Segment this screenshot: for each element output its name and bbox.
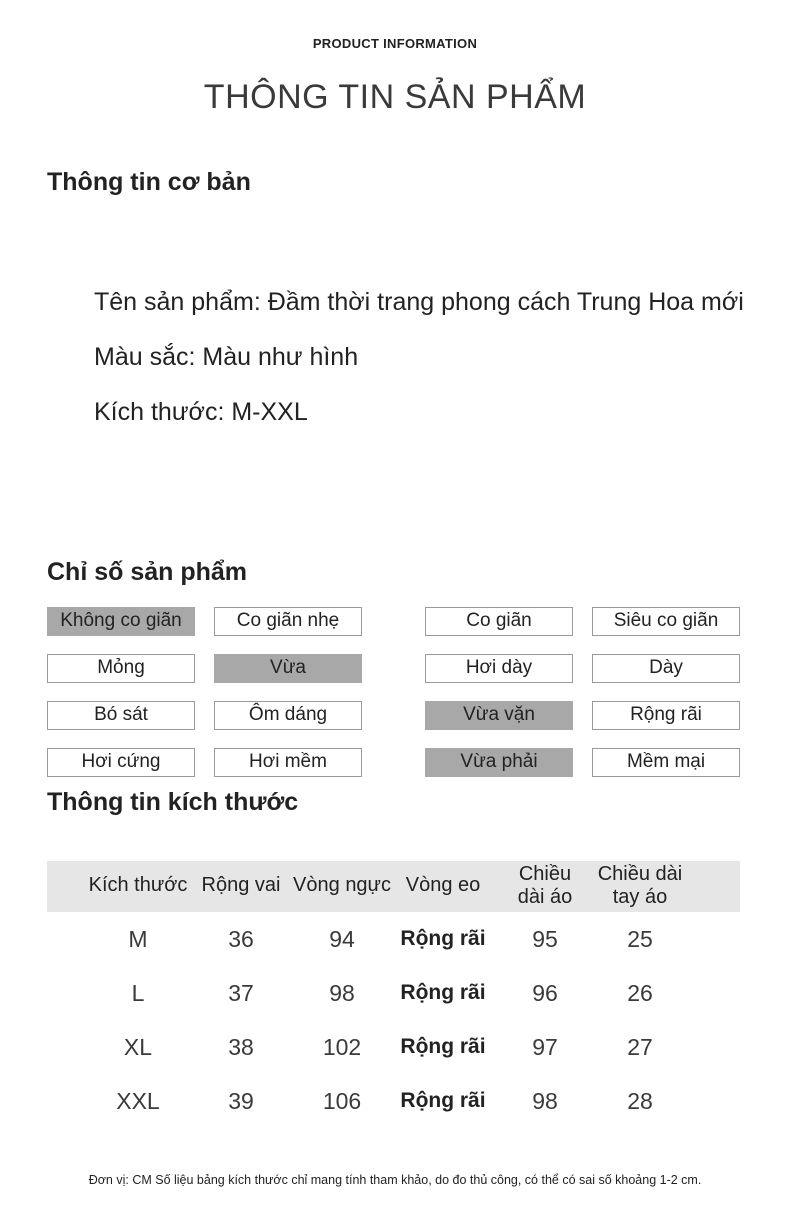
size-col-header-3: Vòng eo [405,874,481,896]
index-chip-r0-c1: Co giãn nhẹ [214,607,362,636]
index-chip-r0-c3: Siêu co giãn [592,607,740,636]
size-col-header-0: Kích thước [88,874,188,896]
size-cell-r0-c4: 95 [532,926,558,952]
index-chip-r2-c0: Bó sát [47,701,195,730]
eyebrow-text: PRODUCT INFORMATION [312,36,478,51]
index-chip-r1-c1: Vừa [214,654,362,683]
size-cell-r0-c5: 25 [627,926,653,952]
size-cell-r3-c2: 106 [322,1088,362,1114]
index-chip-r2-c3: Rộng rãi [592,701,740,730]
size-cell-r0-c2: 94 [329,926,355,952]
index-chip-r3-c2: Vừa phải [425,748,573,777]
footnote: Đơn vị: CM Số liệu bảng kích thước chỉ mang tính tham khảo, do đo thủ công, có thể có sai số khoảng 1-2 cm. [88,1173,702,1187]
index-chip-r1-c3: Dày [592,654,740,683]
basic-info-heading: Thông tin cơ bản [47,168,251,196]
index-chip-r1-c0: Mỏng [47,654,195,683]
size-cell-r0-c1: 36 [228,926,254,952]
size-cell-r3-c4: 98 [532,1088,558,1114]
size-info-heading: Thông tin kích thước [47,788,299,816]
size-cell-r2-c5: 27 [627,1034,653,1060]
product-name-line: Tên sản phẩm: Đầm thời trang phong cách Trung Hoa mới [94,288,744,316]
size-cell-r3-c0: XXL [116,1088,160,1114]
size-cell-r0-c0: M [128,926,148,952]
size-cell-r1-c1: 37 [228,980,254,1006]
index-chip-r3-c1: Hơi mềm [214,748,362,777]
size-cell-r2-c0: XL [123,1034,153,1060]
size-col-header-5: Chiều dài tay áo [597,863,683,908]
size-cell-r3-c3: Rộng rãi [400,1089,486,1112]
size-col-header-2: Vòng ngực [293,874,391,896]
size-cell-r3-c1: 39 [228,1088,254,1114]
index-chip-r0-c0: Không co giãn [47,607,195,636]
product-index-heading: Chỉ số sản phẩm [47,558,248,586]
size-cell-r1-c4: 96 [532,980,558,1006]
index-chip-r2-c1: Ôm dáng [214,701,362,730]
size-table-header [47,861,740,912]
index-chip-r2-c2: Vừa vặn [425,701,573,730]
page-title: THÔNG TIN SẢN PHẨM [203,78,587,116]
size-cell-r1-c0: L [131,980,145,1006]
size-cell-r2-c4: 97 [532,1034,558,1060]
size-cell-r1-c3: Rộng rãi [400,981,486,1004]
size-cell-r2-c1: 38 [228,1034,254,1060]
index-chip-r1-c2: Hơi dày [425,654,573,683]
size-cell-r1-c2: 98 [329,980,355,1006]
product-color-line: Màu sắc: Màu như hình [94,343,359,371]
size-cell-r2-c2: 102 [322,1034,362,1060]
index-chip-r3-c0: Hơi cứng [47,748,195,777]
size-cell-r2-c3: Rộng rãi [400,1035,486,1058]
size-cell-r3-c5: 28 [627,1088,653,1114]
size-col-header-1: Rộng vai [201,874,281,896]
size-cell-r0-c3: Rộng rãi [400,927,486,950]
size-col-header-4: Chiều dài áo [517,863,573,908]
size-cell-r1-c5: 26 [627,980,653,1006]
index-chip-r3-c3: Mềm mại [592,748,740,777]
product-size-line: Kích thước: M-XXL [94,398,308,426]
index-chip-r0-c2: Co giãn [425,607,573,636]
